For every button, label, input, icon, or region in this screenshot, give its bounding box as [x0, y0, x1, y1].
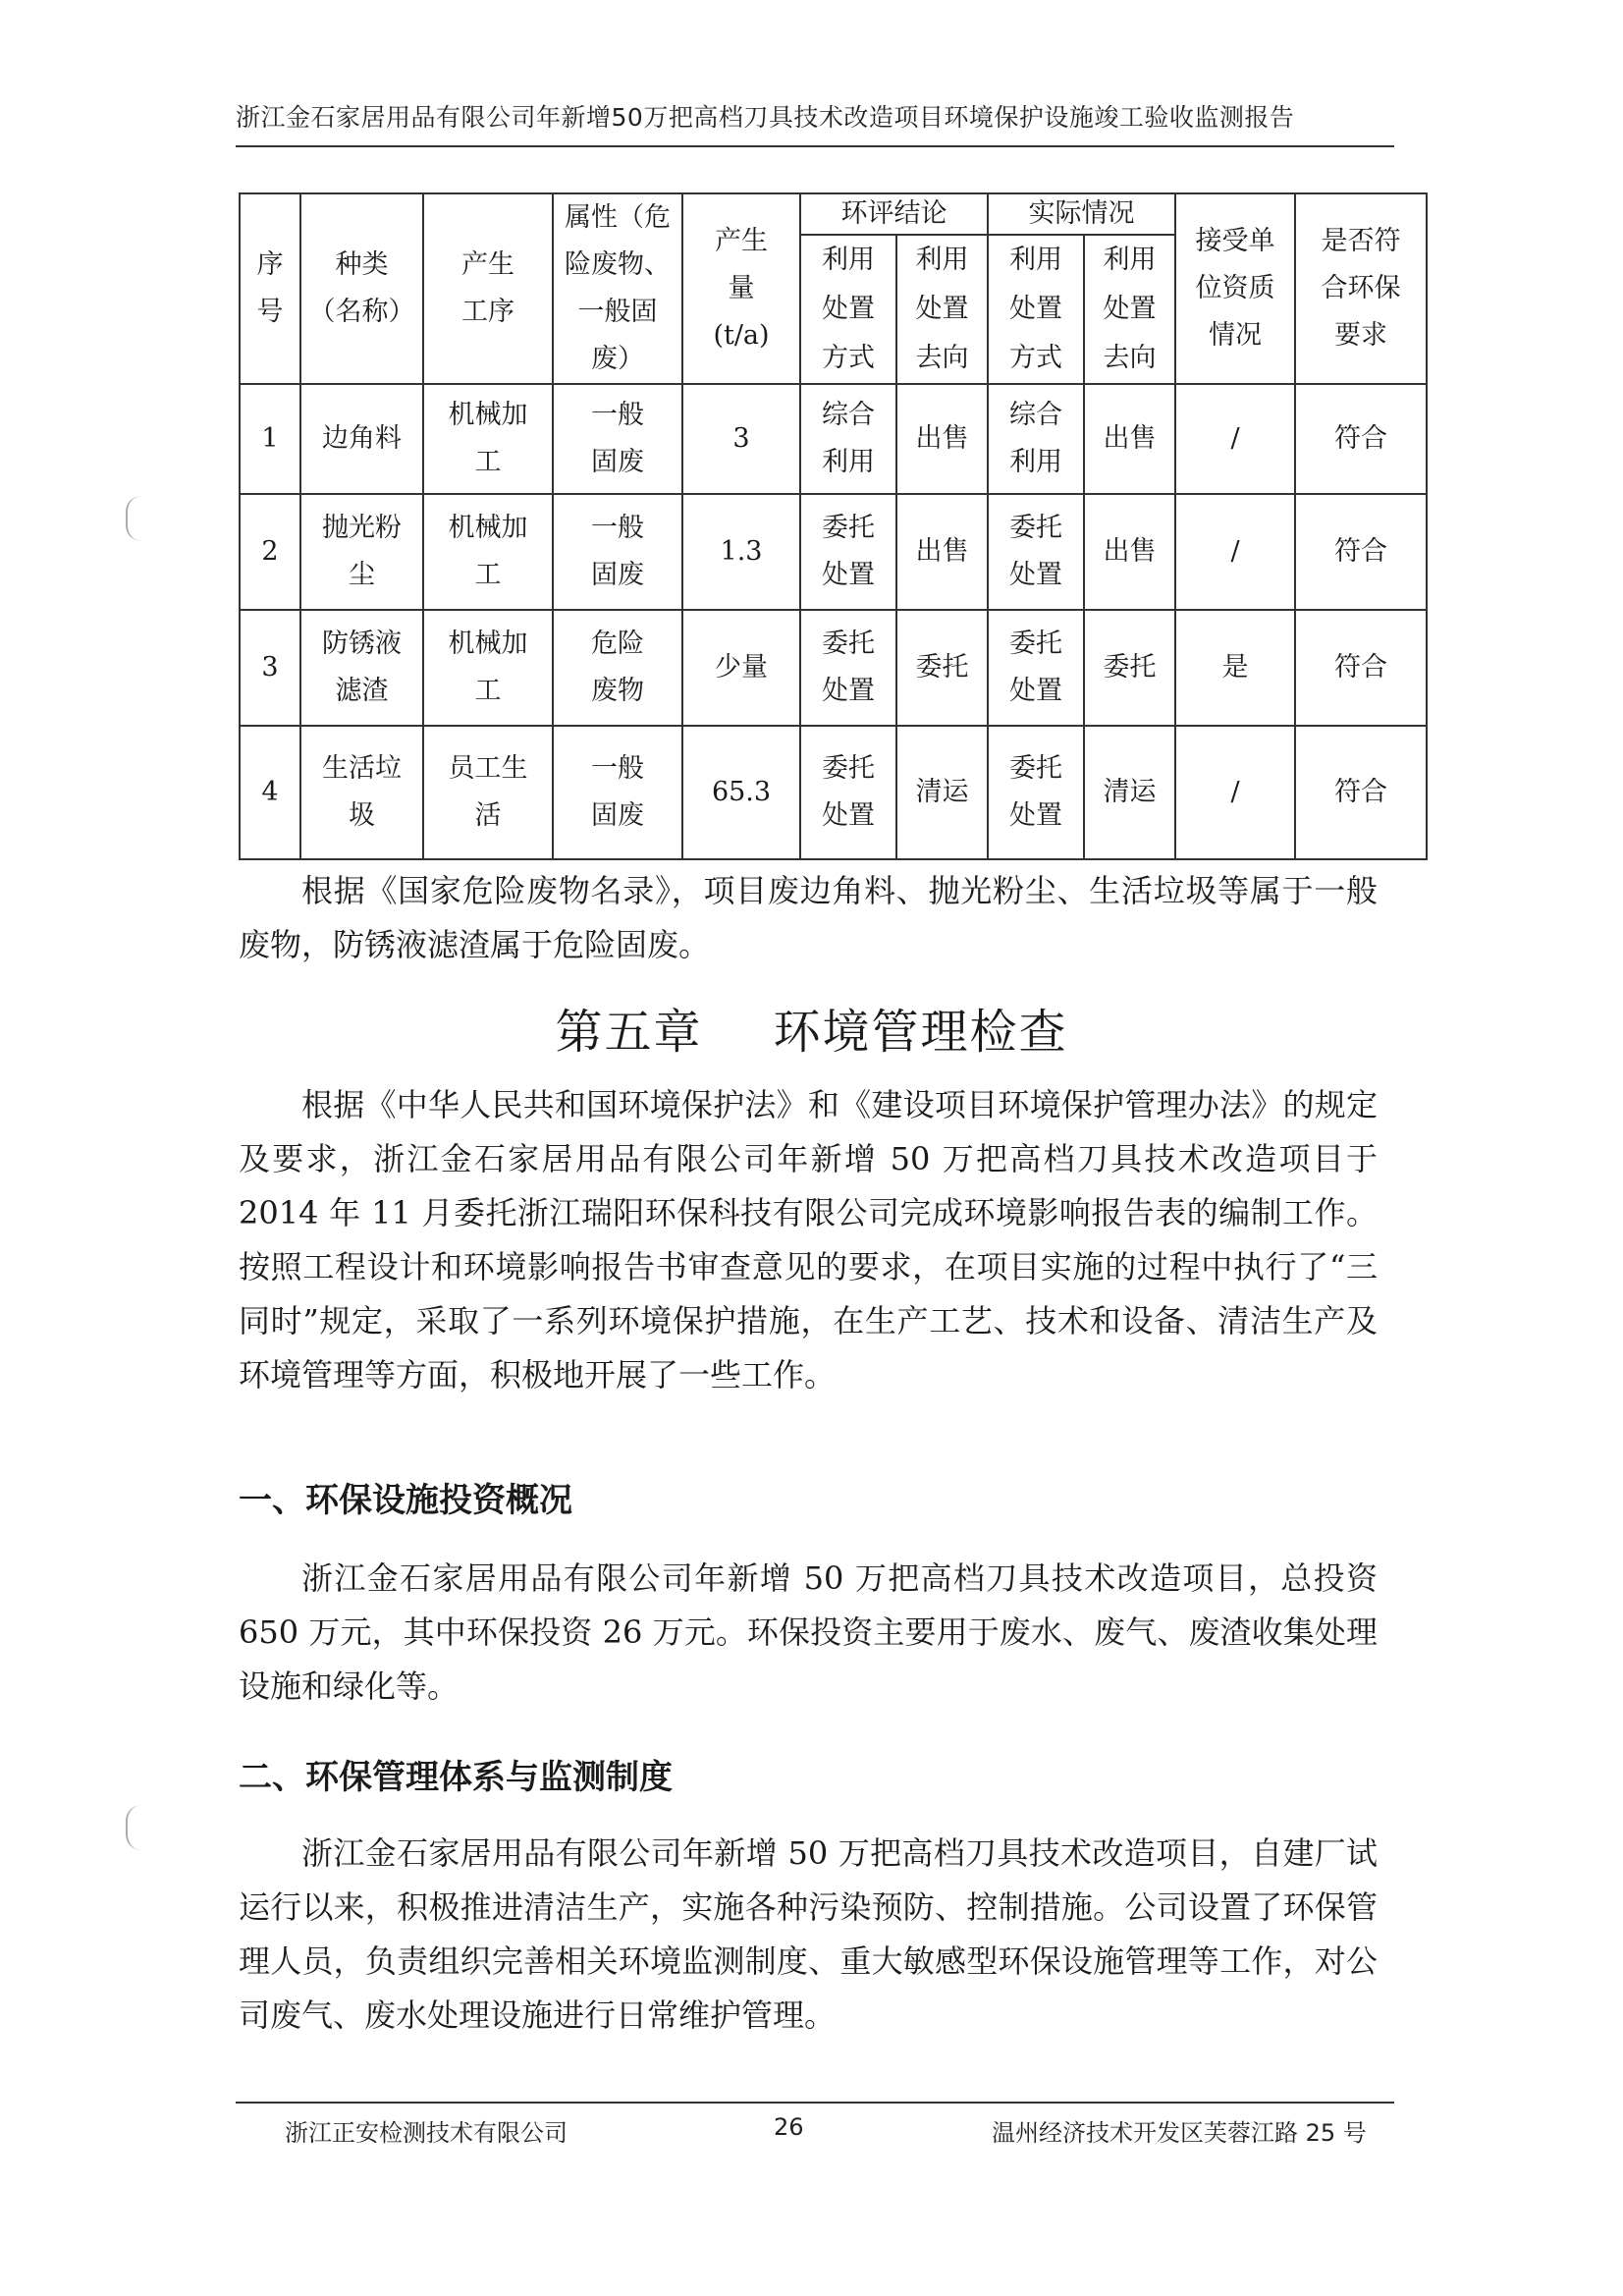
- cell-seq: 2: [240, 494, 300, 610]
- cell-eia-dest: 清运: [896, 726, 988, 859]
- cell-receiver: 是: [1175, 610, 1295, 726]
- waste-classification-note: [239, 864, 1378, 972]
- header-actual-dest: 利用 处置 去向: [1084, 235, 1175, 384]
- table-header-row: [240, 193, 1427, 235]
- page-number: 26: [774, 2113, 804, 2141]
- cell-actual-method: 委托 处置: [988, 726, 1084, 859]
- header-seq: 序 号: [240, 193, 300, 384]
- header-attribute: 属性（危 险废物、 一般固 废）: [553, 193, 682, 384]
- cell-receiver: /: [1175, 494, 1295, 610]
- section-1-body: [239, 1552, 1378, 1714]
- header-actual-method: 利用 处置 方式: [988, 235, 1084, 384]
- cell-seq: 3: [240, 610, 300, 726]
- solid-waste-table: [239, 192, 1428, 860]
- cell-receiver: /: [1175, 384, 1295, 494]
- header-eia-method: 利用 处置 方式: [800, 235, 896, 384]
- cell-process: 机械加 工: [423, 494, 553, 610]
- cell-eia-method: 委托 处置: [800, 726, 896, 859]
- header-actual: 实际情况: [988, 193, 1175, 235]
- cell-type: 抛光粉 尘: [300, 494, 423, 610]
- header-divider: [236, 145, 1394, 147]
- cell-actual-dest: 委托: [1084, 610, 1175, 726]
- cell-actual-dest: 出售: [1084, 494, 1175, 610]
- cell-attribute: 一般 固废: [553, 726, 682, 859]
- header-process: 产生 工序: [423, 193, 553, 384]
- cell-actual-dest: 出售: [1084, 384, 1175, 494]
- table-row: [240, 494, 1427, 610]
- cell-seq: 1: [240, 384, 300, 494]
- cell-compliance: 符合: [1295, 726, 1427, 859]
- cell-eia-method: 委托 处置: [800, 610, 896, 726]
- cell-type: 生活垃 圾: [300, 726, 423, 859]
- cell-compliance: 符合: [1295, 610, 1427, 726]
- section-1-heading: 一、环保设施投资概况: [239, 1481, 572, 1520]
- note-paragraph: 根据《国家危险废物名录》，项目废边角料、抛光粉尘、生活垃圾等属于一般废物，防锈液滤渣属于危险固废。: [239, 872, 1378, 963]
- cell-eia-dest: 出售: [896, 384, 988, 494]
- table-row: [240, 726, 1427, 859]
- cell-eia-dest: 委托: [896, 610, 988, 726]
- table-row: [240, 384, 1427, 494]
- section-2-heading: 二、环保管理体系与监测制度: [239, 1758, 673, 1797]
- footer-company: 浙江正安检测技术有限公司: [285, 2119, 568, 2147]
- cell-eia-method: 综合 利用: [800, 384, 896, 494]
- chapter-intro: [239, 1078, 1378, 1402]
- footer-address: 温州经济技术开发区芙蓉江路 25 号: [992, 2119, 1367, 2147]
- cell-receiver: /: [1175, 726, 1295, 859]
- header-eia-conclusion: 环评结论: [800, 193, 988, 235]
- page-header: 浙江金石家居用品有限公司年新增50万把高档刀具技术改造项目环境保护设施竣工验收监测报告: [236, 103, 1295, 132]
- footer-divider: [236, 2102, 1394, 2104]
- cell-process: 机械加 工: [423, 610, 553, 726]
- cell-process: 员工生 活: [423, 726, 553, 859]
- intro-paragraph: 根据《中华人民共和国环境保护法》和《建设项目环境保护管理办法》的规定及要求，浙江金石家居用品有限公司年新增 50 万把高档刀具技术改造项目于 2014 年 11 月委托浙江瑞阳环保科技有限公司完成环境影响报告表的编制工作。按照工程设计和环境影响报告书审查意见的要求，在项目实施的过程中执行了“三同时”规定，采取了一系列环境保护措施，在生产工艺、技术和设备、清洁生产及环境管理等方面，积极地开展了一些工作。: [239, 1086, 1378, 1394]
- header-amount: 产生 量 (t/a): [682, 193, 800, 384]
- section-2-body: [239, 1827, 1378, 2043]
- cell-seq: 4: [240, 726, 300, 859]
- section-2-paragraph: 浙江金石家居用品有限公司年新增 50 万把高档刀具技术改造项目，自建厂试运行以来，积极推进清洁生产，实施各种污染预防、控制措施。公司设置了环保管理人员，负责组织完善相关环境监测制度、重大敏感型环保设施管理等工作，对公司废气、废水处理设施进行日常维护管理。: [239, 1834, 1378, 2034]
- section-1-paragraph: 浙江金石家居用品有限公司年新增 50 万把高档刀具技术改造项目，总投资 650 万元，其中环保投资 26 万元。环保投资主要用于废水、废气、废渣收集处理设施和绿化等。: [239, 1559, 1378, 1705]
- cell-compliance: 符合: [1295, 384, 1427, 494]
- cell-amount: 少量: [682, 610, 800, 726]
- chapter-number: 第五章: [555, 1005, 703, 1060]
- cell-compliance: 符合: [1295, 494, 1427, 610]
- chapter-name: 环境管理检查: [773, 1005, 1068, 1060]
- table-row: [240, 610, 1427, 726]
- cell-process: 机械加 工: [423, 384, 553, 494]
- cell-amount: 3: [682, 384, 800, 494]
- cell-actual-method: 委托 处置: [988, 494, 1084, 610]
- cell-actual-dest: 清运: [1084, 726, 1175, 859]
- header-receiver: 接受单 位资质 情况: [1175, 193, 1295, 384]
- header-type: 种类 （名称）: [300, 193, 423, 384]
- binding-hole-mark: [126, 496, 141, 541]
- cell-type: 边角料: [300, 384, 423, 494]
- cell-actual-method: 综合 利用: [988, 384, 1084, 494]
- cell-attribute: 一般 固废: [553, 384, 682, 494]
- header-eia-dest: 利用 处置 去向: [896, 235, 988, 384]
- cell-eia-method: 委托 处置: [800, 494, 896, 610]
- cell-eia-dest: 出售: [896, 494, 988, 610]
- cell-amount: 1.3: [682, 494, 800, 610]
- binding-hole-mark: [126, 1805, 141, 1850]
- cell-attribute: 一般 固废: [553, 494, 682, 610]
- cell-actual-method: 委托 处置: [988, 610, 1084, 726]
- cell-type: 防锈液 滤渣: [300, 610, 423, 726]
- header-compliance: 是否符 合环保 要求: [1295, 193, 1427, 384]
- cell-amount: 65.3: [682, 726, 800, 859]
- cell-attribute: 危险 废物: [553, 610, 682, 726]
- chapter-title: [0, 994, 1623, 1062]
